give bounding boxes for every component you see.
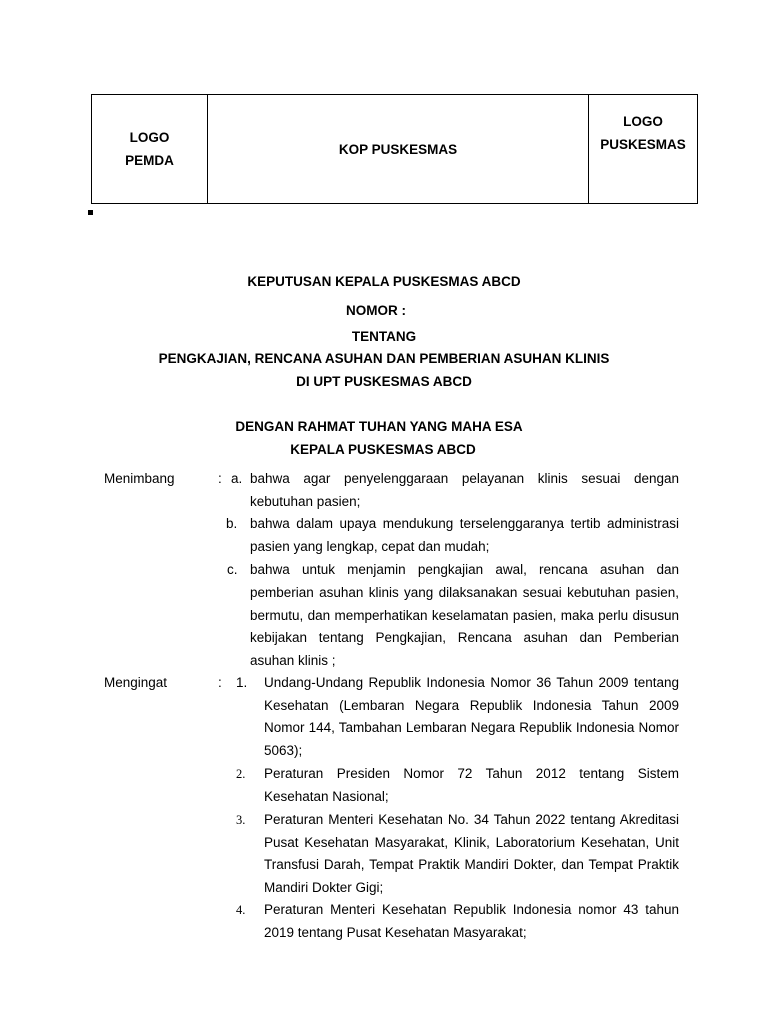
menimbang-label: Menimbang [104, 471, 175, 486]
mengingat-marker-4: 4. [236, 903, 246, 917]
mengingat-marker-3: 3. [236, 813, 246, 827]
tentang-label: TENTANG [351, 329, 417, 344]
mengingat-label: Mengingat [104, 675, 168, 690]
menimbang-colon: : [218, 471, 222, 486]
preamble-line1: DENGAN RAHMAT TUHAN YANG MAHA ESA [235, 419, 523, 434]
menimbang-marker-c: c. [227, 562, 238, 577]
mengingat-item-3: Peraturan Menteri Kesehatan No. 34 Tahun 2022 tentang Akreditasi Pusat Kesehatan Masyarakat, Klinik, Laboratorium Kesehatan, Unit Transfusi Darah, Tempat Praktik Mandiri Dokter, dan Tempat Praktik Mandiri Dokter Gigi; [264, 812, 679, 895]
logo-pemda-line1: LOGO [129, 130, 170, 145]
decree-subject: PENGKAJIAN, RENCANA ASUHAN DAN PEMBERIAN ASUHAN KLINIS [158, 351, 610, 366]
logo-pemda-cell [92, 95, 208, 203]
mengingat-colon: : [218, 675, 222, 690]
decree-title: KEPUTUSAN KEPALA PUSKESMAS ABCD [247, 274, 521, 289]
logo-pemda-line2: PEMDA [125, 153, 174, 168]
letterhead-table [91, 94, 698, 204]
kop-puskesmas-cell [208, 95, 588, 203]
menimbang-item-b: bahwa dalam upaya mendukung terselenggaranya tertib administrasi pasien yang lengkap, cepat dan mudah; [250, 516, 679, 554]
mengingat-marker-1: 1. [236, 675, 248, 690]
mengingat-item-4: Peraturan Menteri Kesehatan Republik Indonesia nomor 43 tahun 2019 tentang Pusat Kesehatan Masyarakat; [264, 902, 679, 940]
logo-puskesmas-cell [588, 95, 697, 203]
kop-puskesmas-text: KOP PUSKESMAS [338, 141, 458, 157]
menimbang-marker-b: b. [226, 516, 238, 531]
menimbang-item-c: bahwa untuk menjamin pengkajian awal, rencana asuhan dan pemberian asuhan klinis yang dilaksanakan sesuai kebutuhan pasien, bermutu, dan memperhatikan keselamatan pasien, maka perlu disusun kebijakan tentang Pengkajian, Rencana asuhan dan Pemberian asuhan klinis ; [250, 562, 679, 669]
menimbang-marker-a: a. [231, 471, 243, 486]
preamble-line2: KEPALA PUSKESMAS ABCD [290, 442, 476, 457]
decree-location: DI UPT PUSKESMAS ABCD [296, 374, 472, 389]
logo-puskesmas-line2: PUSKESMAS [600, 137, 686, 152]
decree-number: NOMOR : [346, 303, 406, 318]
menimbang-item-a: bahwa agar penyelenggaraan pelayanan klinis sesuai dengan kebutuhan pasien; [250, 471, 679, 509]
mengingat-marker-2: 2. [236, 767, 246, 781]
mengingat-item-2: Peraturan Presiden Nomor 72 Tahun 2012 tentang Sistem Kesehatan Nasional; [264, 766, 679, 804]
bullet-mark [88, 210, 93, 215]
logo-puskesmas-line1: LOGO [623, 114, 663, 129]
mengingat-item-1: Undang-Undang Republik Indonesia Nomor 36 Tahun 2009 tentang Kesehatan (Lembaran Negara Republik Indonesia Tahun 2009 Nomor 144, Tambahan Lembaran Negara Republik Indonesia Nomor 5063); [264, 675, 679, 758]
